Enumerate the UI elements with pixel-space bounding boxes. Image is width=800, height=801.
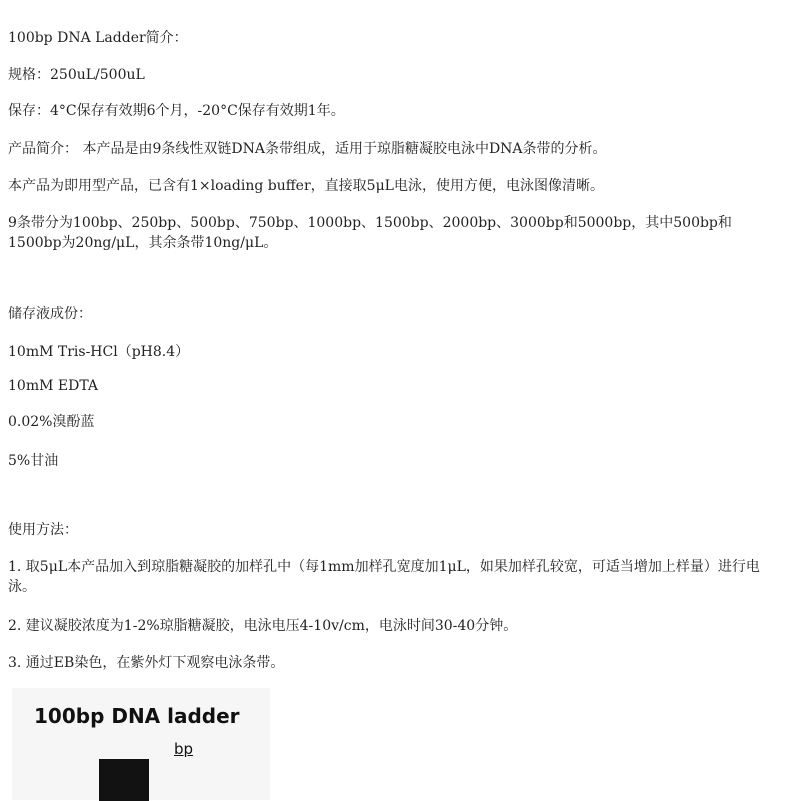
usage-step: 3. 通过EB染色，在紫外灯下观察电泳条带。 [8, 655, 285, 671]
ready-to-use-line: 本产品为即用型产品，已含有1×loading buffer，直接取5μL电泳，使用方便，电泳图像清晰。 [8, 178, 604, 194]
buffer-item: 10mM Tris-HCl（pH8.4） [8, 344, 190, 360]
usage-heading: 使用方法： [8, 522, 78, 538]
dna-ladder-gel-figure [12, 688, 270, 800]
buffer-heading: 储存液成份： [8, 306, 92, 322]
spec-line: 规格：250uL/500uL [8, 67, 145, 83]
buffer-item: 10mM EDTA [8, 378, 99, 394]
buffer-item: 0.02%溴酚蓝 [8, 414, 95, 430]
figure-title: 100bp DNA ladder [34, 704, 240, 728]
figure-bp-label: bp [174, 740, 194, 758]
buffer-item: 5%甘油 [8, 453, 59, 469]
usage-step: 2. 建议凝胶浓度为1-2%琼脂糖凝胶，电泳电压4-10v/cm，电泳时间30-40分钟。 [8, 618, 518, 634]
intro-heading: 100bp DNA Ladder简介： [8, 30, 188, 46]
bands-description: 9条带分为100bp、250bp、500bp、750bp、1000bp、1500bp、2000bp、3000bp和5000bp，其中500bp和1500bp为20ng/μL，其余条带10ng/μL。 [8, 215, 732, 251]
gel-lane [99, 759, 149, 801]
usage-step: 1. 取5μL本产品加入到琼脂糖凝胶的加样孔中（每1mm加样孔宽度加1μL，如果加样孔较宽，可适当增加上样量）进行电泳。 [8, 559, 760, 595]
product-intro-line: 产品简介： 本产品是由9条线性双链DNA条带组成，适用于琼脂糖凝胶电泳中DNA条带的分析。 [8, 141, 607, 157]
storage-line: 保存：4°C保存有效期6个月，-20°C保存有效期1年。 [8, 103, 345, 119]
